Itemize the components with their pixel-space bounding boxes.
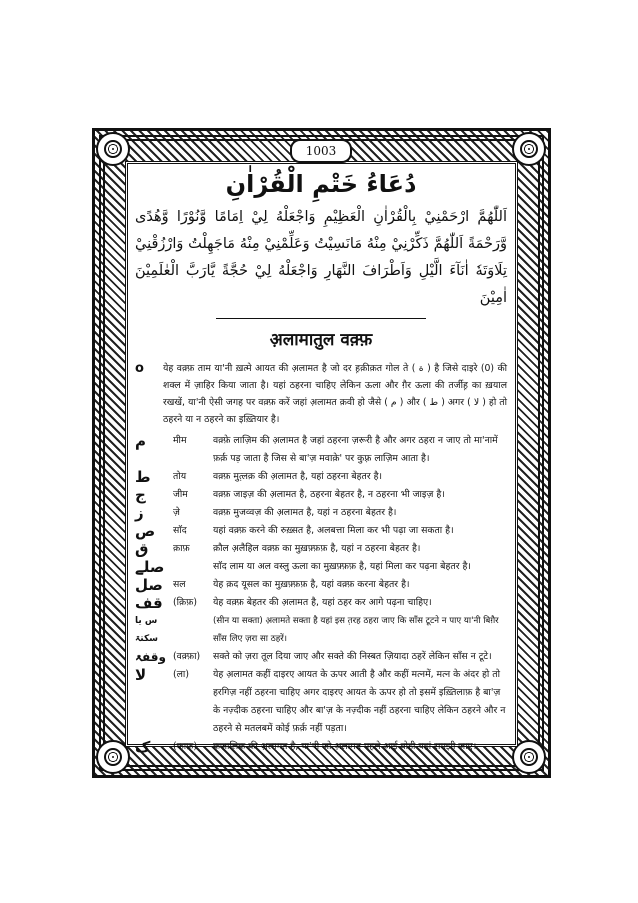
symbol: س یا سکتۃ: [135, 616, 159, 644]
symbol-name: मीम: [173, 435, 187, 446]
symbol-description: कज़ालिक की अ़लामत है, या'नी जो अ़लामत पहले आई वोही यहां समझी जाए।: [213, 741, 477, 752]
symbol: ز: [135, 504, 144, 522]
section-title: अ़लामातुल वक़्फ़: [269, 330, 373, 350]
symbol-row: [135, 504, 507, 522]
symbol-name: (क़िफ़): [173, 597, 197, 608]
symbol-name: (वक़्फ़ा): [173, 651, 201, 662]
symbol-description: वक़्फ़ मुत़्लक़ की अ़लामत है, यहां ठहरना बेहतर है।: [213, 471, 383, 482]
symbol-name: तोय: [173, 471, 187, 482]
symbol-list: [135, 432, 507, 756]
symbol-row: [135, 576, 507, 594]
symbol: وقفۃ: [135, 650, 166, 664]
symbol-row: [135, 540, 507, 558]
circle-symbol: o: [135, 361, 144, 376]
symbol-description: येह क़द यूसल का मुख़फ़्फ़फ़ है, यहां वक़्फ़ करना बेहतर है।: [213, 579, 410, 590]
symbol: ص: [135, 522, 156, 540]
intro-text: येह वक़्फ़ ताम या'नी ख़त्मे आयत की अ़लामत है जो दर ह़क़ीक़त गोल ते ( ة ) है जिसे दाइरे (0) की शक्ल में ज़ाहिर किया जाता है। यहां ठहरना चाहिए लेकिन ऊला और ग़ैर ऊला की तर्जीह़ का ख़याल रखखें, या'नी ऐसी जगह पर वक़्फ़ करें जहां अ़लामत क़वी हो जैसे ( م ) और ( ط ) अगर ( لا ) हो तो ठहरने या न ठहरने का इख़्तियार है।: [163, 363, 508, 425]
symbol-name: क़ाफ़: [173, 543, 190, 554]
symbol-name: (ला): [173, 669, 189, 680]
symbol-description: क़ौल अ़लैहिल वक़्फ़ का मुख़फ़्फ़फ़ है, यहां न ठहरना बेहतर है।: [213, 543, 421, 554]
symbol-name: (काफ़): [173, 741, 197, 752]
dua-text: اَللّٰهُمَّ ارْحَمْنِيْ بِالْقُرْاٰنِ الْعَظِيْمِ وَاجْعَلْهُ لِيْ اِمَامًا وَّنُوْرًا وَّهُدًى وَّرَحْمَةً اَللّٰهُمَّ ذَكِّرْنِيْ مِنْهُ مَانَسِيْتُ وَعَلِّمْنِيْ مِنْهُ مَاجَهِلْتُ وَارْزُقْنِيْ تِلَاوَتَهٗ اٰنَآءَ الَّيْلِ وَاَطْرَافَ النَّهَارِ وَاجْعَلْهُ لِيْ حُجَّةً يَّارَبَّ الْعٰلَمِيْنَ اٰمِيْنَ: [135, 209, 507, 306]
symbol-row: [135, 594, 507, 612]
symbol-row: [135, 666, 507, 738]
symbol-row: [135, 468, 507, 486]
symbol-row: [135, 738, 507, 756]
dua-title: دُعَاءُ خَتْمِ الْقُرْاٰنِ: [225, 170, 417, 198]
symbol-row: [135, 648, 507, 666]
symbol-row: [135, 612, 507, 648]
symbol: ج: [135, 486, 146, 504]
symbol: ق: [135, 540, 149, 558]
symbol-name: ज़े: [173, 507, 180, 518]
symbol-row: [135, 486, 507, 504]
symbol-description: साॅद लाम या अल वस्लु ऊला का मुख़फ़्फ़फ़ है, यहां मिला कर पढ़ना बेहतर है।: [213, 561, 471, 572]
symbol: صلے: [135, 558, 165, 576]
page-number: 1003: [290, 139, 352, 163]
symbol-description: यहां वक़्फ़ करने की रुख़्सत है, अलबत्ता मिला कर भी पढ़ा जा सकता है।: [213, 525, 454, 536]
symbol-row: [135, 522, 507, 540]
symbol-description: वक़्फ़े लाज़िम की अ़लामत है जहां ठहरना ज़रूरी है और अगर ठहरा न जाए तो मा'नामें फ़र्क़ पड़ जाता है जिस से बा'ज़ मवाक़े' पर कुफ़्र लाज़िम आता है।: [213, 435, 498, 464]
symbol-row: [135, 432, 507, 468]
symbol: لا: [135, 666, 147, 684]
divider: [216, 318, 426, 319]
symbol-row: [135, 558, 507, 576]
symbol: ک: [135, 738, 151, 756]
symbol-description: वक़्फ़ मुजव्वज़ की अ़लामत है, यहां न ठहरना बेहतर है।: [213, 507, 397, 518]
page-content: [135, 166, 507, 756]
symbol: قف: [135, 594, 163, 612]
symbol-name: सल: [173, 579, 186, 590]
symbol-description: येह वक़्फ़ बेहतर की अ़लामत है, यहां ठहर कर आगे पढ़ना चाहिए।: [213, 597, 432, 608]
symbol-description: सक्ते को ज़रा तूल दिया जाए और सक्ते की निस्बत ज़ियादा ठहरें लेकिन साँस न टूटे।: [213, 651, 492, 662]
symbol-description: वक़्फ़ जाइज़ की अ़लामत है, ठहरना बेहतर है, न ठहरना भी जाइज़ है।: [213, 489, 445, 500]
symbol: صل: [135, 576, 163, 594]
intro-row: [135, 360, 507, 428]
symbol-description: (सीन या सक्ता) अ़लामते सक्ता है यहां इस त़रह ठहरा जाए कि साँस टूटने न पाए या'नी बिग़ैर साँस लिए ज़रा सा ठहरें।: [213, 616, 499, 644]
symbol: م: [135, 432, 146, 450]
symbol-name: साॅद: [173, 525, 187, 536]
symbol: ط: [135, 468, 151, 486]
symbol-name: जीम: [173, 489, 188, 500]
symbol-description: येह अ़लामत कहीं दाइरए आयत के ऊपर आती है और कहीं मत्नमें, मत्न के अंदर हो तो हरगिज़ नहीं ठहरना चाहिए अगर दाइरए आयत के ऊपर हो तो इसमें इख़्तिलाफ़ है बा'ज़ के नज़्दीक ठहरना चाहिए और बा'ज़ के नज़्दीक नहीं ठहरना चाहिए लेकिन ठहरने और न ठहरने से मतलबमें कोई फ़र्क़ नहीं पड़ता।: [213, 669, 506, 734]
